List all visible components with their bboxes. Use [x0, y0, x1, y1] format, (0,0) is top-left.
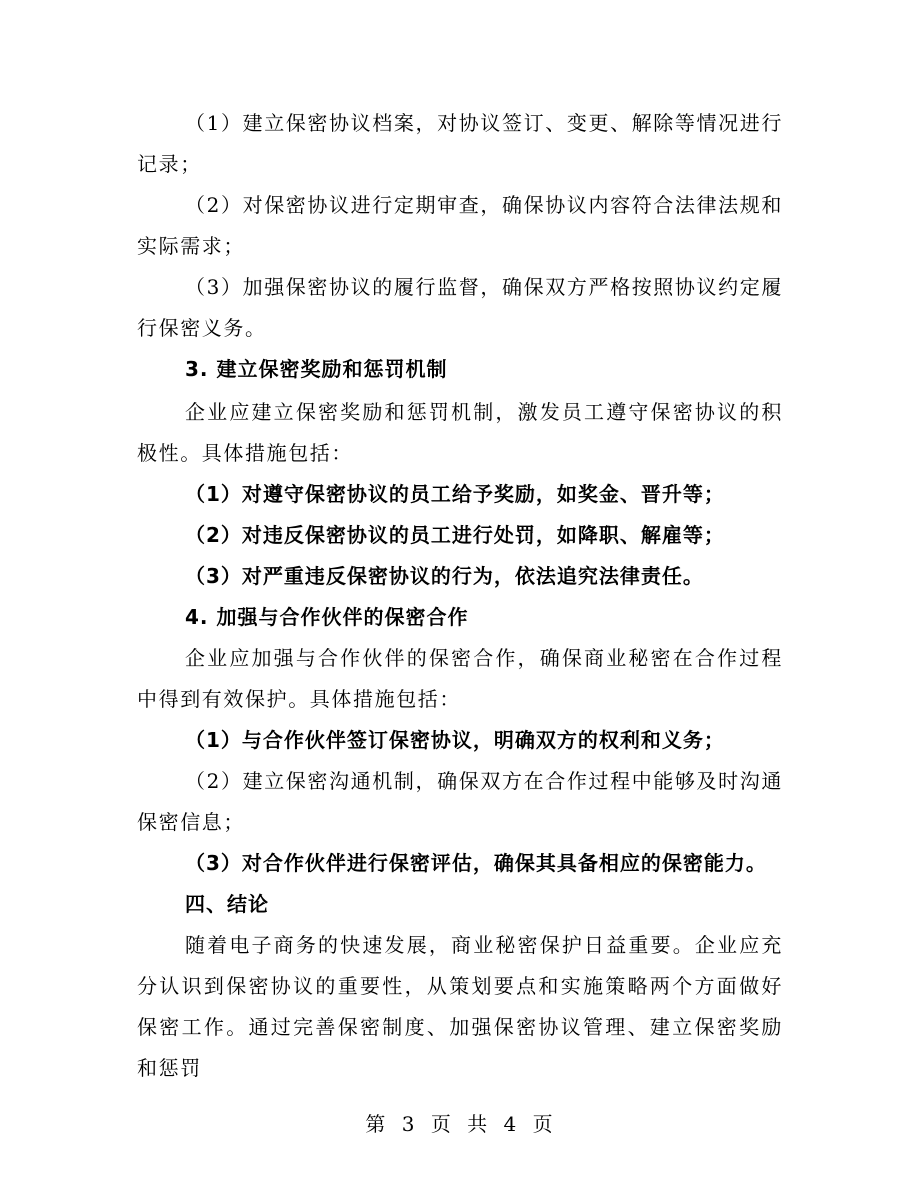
paragraph-legal-liability: （3）对严重违反保密协议的行为，依法追究法律责任。 [185, 564, 704, 588]
section-heading-partner-cooperation: 4. 加强与合作伙伴的保密合作 [185, 605, 469, 629]
section-heading-conclusion: 四、结论 [185, 892, 269, 916]
paragraph-conclusion: 随着电子商务的快速发展，商业秘密保护日益重要。企业应充分认识到保密协议的重要性，从策划要点和实施策略两个方面做好保密工作。通过完善保密制度、加强保密协议管理、建立保密奖励和惩罚 [137, 933, 783, 1080]
paragraph-partner-evaluation: （3）对合作伙伴进行保密评估，确保其具备相应的保密能力。 [185, 851, 767, 875]
paragraph-sign-agreement: （1）与合作伙伴签订保密协议，明确双方的权利和义务； [185, 728, 725, 752]
section-heading-reward-punishment: 3. 建立保密奖励和惩罚机制 [185, 357, 448, 381]
paragraph-record-archive: （1）建立保密协议档案，对协议签订、变更、解除等情况进行记录； [137, 111, 783, 176]
paragraph-communication-mechanism: （2）建立保密沟通机制，确保双方在合作过程中能够及时沟通保密信息； [137, 769, 783, 834]
paragraph-periodic-review: （2）对保密协议进行定期审查，确保协议内容符合法律法规和实际需求； [137, 193, 783, 258]
paragraph-performance-supervision: （3）加强保密协议的履行监督，确保双方严格按照协议约定履行保密义务。 [137, 275, 783, 340]
paragraph-reward-measure: （1）对遵守保密协议的员工给予奖励，如奖金、晋升等； [185, 482, 725, 506]
paragraph-partner-cooperation-intro: 企业应加强与合作伙伴的保密合作，确保商业秘密在合作过程中得到有效保护。具体措施包括： [137, 646, 783, 711]
paragraph-punishment-measure: （2）对违反保密协议的员工进行处罚，如降职、解雇等； [185, 523, 725, 547]
paragraph-reward-punishment-intro: 企业应建立保密奖励和惩罚机制，激发员工遵守保密协议的积极性。具体措施包括： [137, 400, 783, 465]
page-footer: 第 3 页 共 4 页 [365, 1112, 555, 1136]
